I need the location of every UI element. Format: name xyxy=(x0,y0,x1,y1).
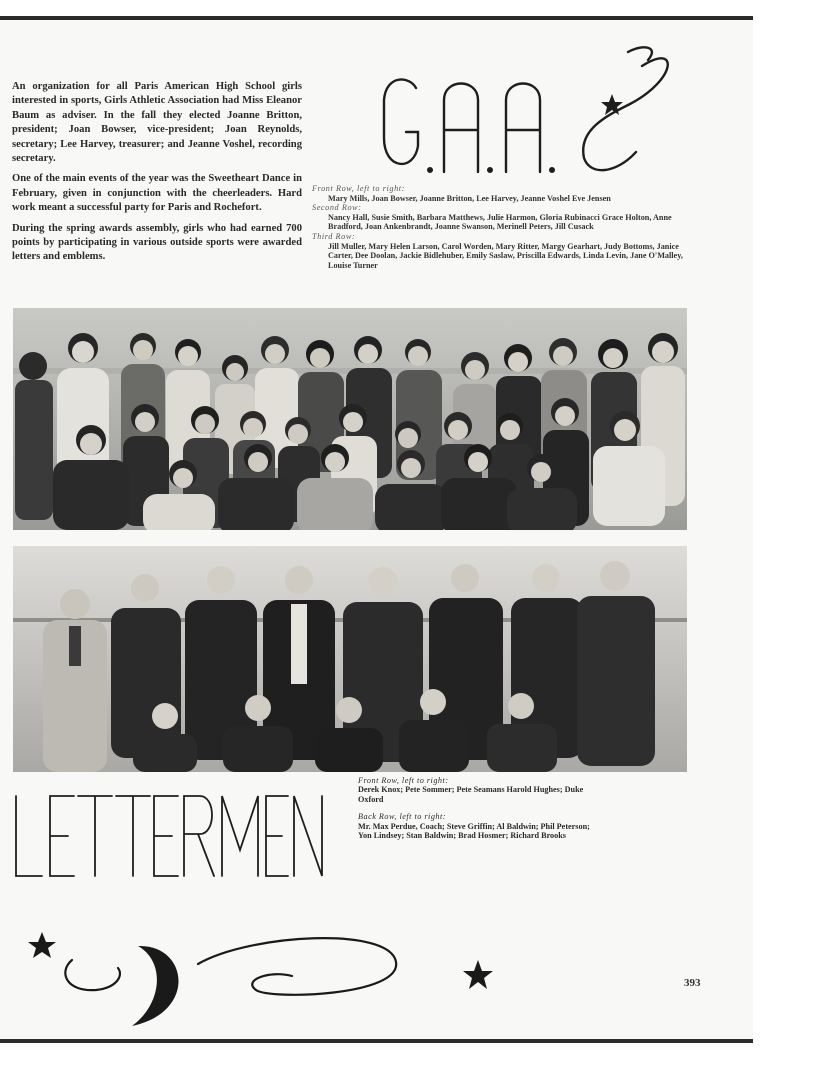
gaa-third-row-heading: Third Row: xyxy=(312,231,356,241)
gaa-title xyxy=(380,40,680,180)
decorative-art xyxy=(20,920,500,1030)
lettermen-front-row-heading: Front Row, left to right: xyxy=(358,776,449,785)
gaa-front-row-heading: Front Row, left to right: xyxy=(312,184,406,193)
lettermen-title-lettering xyxy=(12,790,332,880)
gaa-third-row-names: Jill Muller, Mary Helen Larson, Carol Worden, Mary Ritter, Margy Gearhart, Judy Bottoms, Janice Carter, Dee Doolan, Jackie Bidlehuber, Emily Saslaw, Priscilla Edwards, Linda Levin, Jane O'Malley, Louise Turner xyxy=(328,241,683,270)
gaa-second-row-heading: Second Row: xyxy=(312,203,362,213)
bottom-rule xyxy=(0,1039,753,1043)
star-icon xyxy=(28,932,56,958)
gaa-front-row-names: Mary Mills, Joan Bowser, Joanne Britton, Lee Harvey, Jeanne Voshel Eve Jensen xyxy=(328,193,611,203)
intro-paragraph-3: During the spring awards assembly, girls who had earned 700 points by participating in various outside sports were awarded letters and emblems. xyxy=(12,222,302,263)
page-number: 393 xyxy=(684,977,701,989)
gaa-caption xyxy=(312,184,692,270)
lettermen-group-photo xyxy=(13,546,687,772)
intro-text xyxy=(12,80,302,271)
lettermen-back-row-names: Mr. Max Perdue, Coach; Steve Griffin; Al Baldwin; Phil Peterson; Yon Lindsey; Stan Baldwin; Brad Hosmer; Richard Brooks xyxy=(358,821,590,841)
lettermen-title xyxy=(12,790,332,880)
gaa-second-row-names: Nancy Hall, Susie Smith, Barbara Matthews, Julie Harmon, Gloria Rubinacci Grace Holton, Anne Bradford, Joan Ankenbrandt, Joanne Swanson, Merinell Peters, Jill Cusack xyxy=(328,212,672,232)
gaa-group-photo xyxy=(13,308,687,530)
crescent-moon-icon xyxy=(132,946,179,1026)
gaa-title-lettering xyxy=(380,40,680,180)
star-icon xyxy=(601,94,623,115)
lettermen-front-row-names: Derek Knox; Pete Sommer; Pete Seamans Harold Hughes; Duke Oxford xyxy=(358,785,584,804)
star-icon xyxy=(463,960,493,989)
lettermen-back-row-heading: Back Row, left to right: xyxy=(358,812,447,822)
intro-paragraph-1: An organization for all Paris American High School girls interested in sports, Girls Athletic Association had Miss Eleanor Baum as adviser. In the fall they elected Joanne Britton, president; Joan Bowser, vice-president; Joan Reynolds, secretary; Lee Harvey, treasurer; and Jeanne Voshel, recording secretary. xyxy=(12,81,302,165)
intro-paragraph-2: One of the main events of the year was the Sweetheart Dance in February, given in conjunction with the cheerleaders. Hard work meant a successful party for Paris and Rochefort. xyxy=(12,173,302,214)
lettermen-caption xyxy=(358,776,598,840)
